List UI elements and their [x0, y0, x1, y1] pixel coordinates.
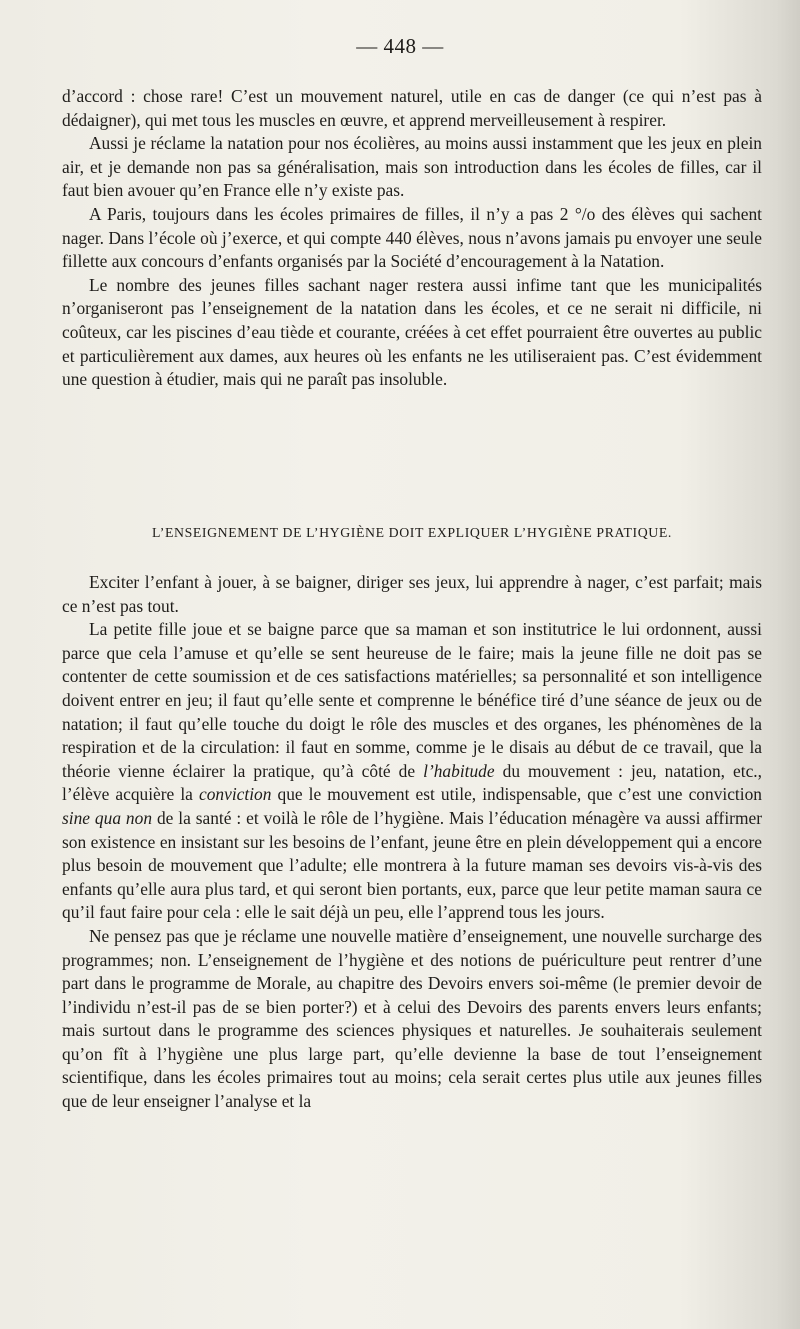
paragraph-7: Ne pensez pas que je réclame une nouvelle matière d’enseignement, une nouvelle surcharge des programmes; non. L’enseignement de l’hygiène et des notions de puériculture peut rentrer d’une part dans le programme de Morale, au chapitre des Devoirs envers soi-même (le premier devoir de l’individu n’est-il pas de se bien porter?) et à celui des Devoirs des parents envers leurs enfants; mais surtout dans le programme des sciences physiques et naturelles. Je souhaiterais seulement qu’on fît à l’hygiène une plus large part, qu’elle devienne la base de tout l’enseignement scientifique, dans les écoles primaires tout au moins; cela serait certes plus utile aux jeunes filles que de leur enseigner l’analyse et la — [62, 925, 762, 1112]
paragraph-4: Le nombre des jeunes filles sachant nager restera aussi infime tant que les municipalités n’organiseront pas l’enseignement de la natation dans les écoles, et ce ne serait ni difficile, ni coûteux, car les piscines d’eau tiède et courante, créées à cet effet pourraient être ouvertes au public et particulièrement aux dames, aux heures où les enfants ne les utiliseraient pas. C’est évidemment une question à étudier, mais qui ne paraît pas insoluble. — [62, 274, 762, 390]
paragraph-5: Exciter l’enfant à jouer, à se baigner, diriger ses jeux, lui apprendre à nager, c’est parfait; mais ce n’est pas tout. — [62, 572, 762, 616]
paragraph-3: A Paris, toujours dans les écoles primaires de filles, il n’y a pas 2 °/o des élèves qui sachent nager. Dans l’école où j’exerce, et qui compte 440 élèves, nous n’avons jamais pu envoyer une seule fillette aux concours d’enfants organisés par la Société d’encouragement à la Natation. — [62, 203, 762, 272]
paragraph-2: Aussi je réclame la natation pour nos écolières, au moins aussi instamment que les jeux en plein air, et je demande non pas sa généralisation, mais son introduction dans les écoles de filles, car il faut bien avouer qu’en France elle n’y existe pas. — [62, 133, 762, 201]
paragraph-1: d’accord : chose rare! C’est un mouvement naturel, utile en cas de danger (ce qui n’est pas à dédaigner), qui met tous les muscles en œuvre, et apprend merveilleusement à respirer. — [62, 86, 762, 130]
paragraph-6-part-d: de la santé : et voilà le rôle de l’hygiène. Mais l’éducation ménagère va aussi affirmer son existence en insistant sur les besoins de l’enfant, jeune être en plein développement qui a encore plus besoin de mouvement que l’adulte; elle montrera à la future maman ses devoirs vis-à-vis des enfants qu’elle aura plus tard, et qui seront bien portants, eux, parce que leur petite maman saura ce qu’il faut faire pour cela : elle le sait déjà un peu, elle l’apprend tous les jours. — [62, 807, 762, 923]
paragraph-6-part-c: que le mouvement est utile, indispensable, que c’est une conviction — [271, 784, 762, 805]
text-block-bottom — [62, 571, 762, 1114]
italic-conviction: conviction — [198, 784, 272, 805]
page-number: — 448 — — [356, 34, 444, 58]
italic-sine-qua-non: sine qua non — [62, 807, 153, 828]
paragraph-6-part-b: du mouvement : jeu, natation, etc., l’élève acquière la — [62, 760, 762, 805]
paragraph-6-part-a: La petite fille joue et se baigne parce que sa maman et son institutrice le lui ordonnent, aussi parce que cela l’amuse et qu’elle se sent heureuse de le faire; mais la jeune fille ne doit pas se contenter de cette soumission et de ces satisfactions matérielles; sa personnalité et son intelligence doivent entrer en jeu; il faut qu’elle sente et comprenne le bénéfice tiré d’une séance de jeux ou de natation; il faut qu’elle touche du doigt le rôle des muscles et des organes, les phénomènes de la respiration et de la circulation: il faut en somme, comme je le disais au début de ce travail, que la théorie vienne éclairer la pratique, qu’à côté de — [62, 619, 762, 781]
italic-habitude: l’habitude — [423, 760, 495, 781]
section-heading: L’ENSEIGNEMENT DE L’HYGIÈNE DOIT EXPLIQUER L’HYGIÈNE PRATIQUE. — [152, 525, 672, 540]
text-block-top — [62, 85, 762, 392]
paragraph-6 — [62, 618, 762, 925]
